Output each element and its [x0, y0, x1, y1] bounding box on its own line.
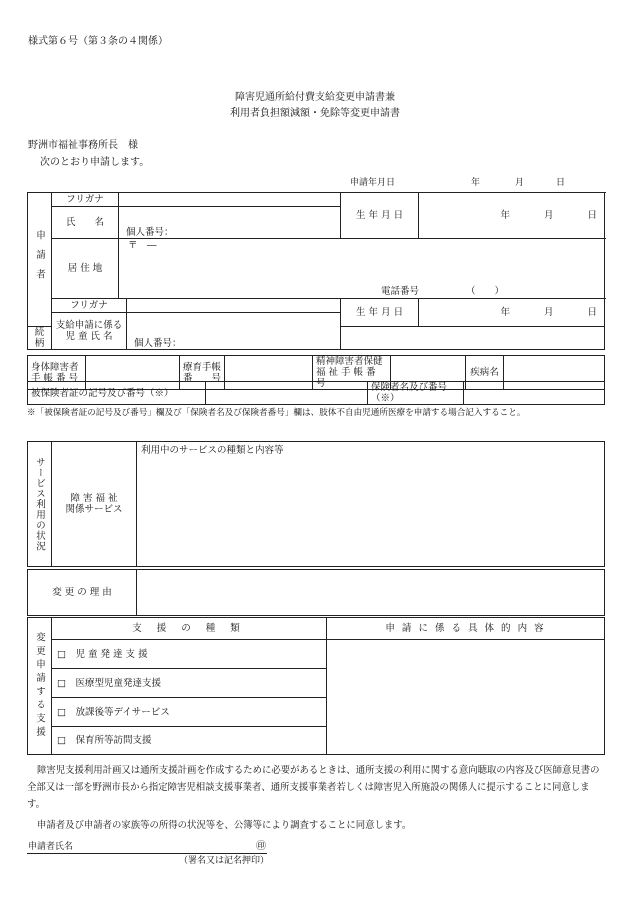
support-table — [27, 617, 605, 755]
applicant-table — [27, 192, 605, 350]
insurance-cert-label: 被保険者証の記号及び番号（※） — [28, 382, 206, 405]
applicant-furigana-label: フリガナ — [52, 193, 119, 207]
insurance-note: ※「被保険者証の記号及び番号」欄及び「保険者名及び保険者番号」欄は、肢体不自由児通所医療を申請する場合記入すること。 — [27, 408, 526, 418]
service-category-line2: 関係サービス — [65, 504, 123, 515]
application-date-year: 年 — [471, 178, 481, 188]
insurance-table — [27, 381, 605, 405]
title-line2: 利用者負担額減額・免除等変更申請書 — [230, 108, 400, 119]
child-birth-month: 月 — [544, 307, 554, 318]
change-reason-label: 変 更 の 理 由 — [28, 570, 137, 616]
application-date-day: 日 — [556, 178, 566, 188]
change-reason-table — [27, 569, 605, 616]
disease-label: 疾病名 — [466, 356, 504, 390]
child-birth-day: 日 — [587, 307, 598, 318]
insurer-label: 保険者名及び番号（※） — [368, 382, 464, 405]
applicant-furigana-field[interactable] — [119, 193, 341, 207]
applicant-name-field[interactable] — [119, 207, 341, 239]
child-birth-label: 生 年 月 日 — [341, 299, 419, 327]
applicant-birth-year: 年 — [500, 210, 511, 221]
applicant-name-label: 氏 名 — [52, 207, 119, 239]
child-name-field[interactable] — [127, 313, 341, 350]
physical-handbook-label: 身体障害者 手 帳 番 号 — [28, 356, 86, 390]
postal-mark: 〒 ― — [128, 240, 157, 251]
child-name-label-line2: 児 童 氏 名 — [65, 331, 113, 342]
child-birth-year: 年 — [500, 307, 511, 318]
child-relation-label: 続 柄 — [28, 327, 52, 350]
applicant-personal-number-label: 個人番号： — [126, 227, 174, 238]
consent-paragraph-1: 障害児支援利用計画又は通所支援計画を作成するために必要があるときは、通所支援の利用に関する意向聴取の内容及び医師意見書の全部又は一部を野洲市長から指定障害児相談支援事業者、通所支援事業者若しくは障害児入所施設の関係人に提示することに同意します。 — [27, 765, 600, 810]
child-name-label-line1: 支給申請に係る — [55, 320, 123, 331]
addressee: 野洲市福祉事務所長 様 — [28, 140, 138, 151]
application-date-label: 申請年月日 — [350, 178, 396, 188]
support-detail-header: 申 請 に 係 る 具 体 的 内 容 — [327, 618, 605, 640]
change-reason-field[interactable] — [137, 570, 605, 616]
support-item-nursery-visit-support[interactable]: □ 保育所等訪問支援 — [52, 727, 327, 755]
application-date-month: 月 — [515, 178, 525, 188]
support-item-medical-child-development[interactable]: □ 医療型児童発達支援 — [52, 669, 327, 698]
service-content-header: 利用中のサービスの種類と内容等 — [141, 445, 284, 456]
insurance-cert-field[interactable] — [206, 382, 368, 405]
support-item-after-school-day-service[interactable]: □ 放課後等デイサービス — [52, 698, 327, 727]
applicant-address-field[interactable] — [119, 239, 605, 299]
applicant-side-label: 申請者 — [28, 193, 52, 327]
seal-mark: ㊞ — [256, 841, 266, 852]
child-furigana-field[interactable] — [127, 299, 341, 313]
signature-line[interactable] — [27, 853, 267, 854]
intro-text: 次のとおり申請します。 — [40, 157, 150, 168]
support-item-child-development[interactable]: □ 児 童 発 達 支 援 — [52, 640, 327, 669]
applicant-birth-label: 生 年 月 日 — [341, 193, 419, 239]
support-detail-field[interactable] — [327, 640, 605, 755]
service-status-table — [27, 441, 605, 567]
insurer-field[interactable] — [464, 382, 605, 405]
child-furigana-label: フリガナ — [52, 299, 127, 313]
service-content-field[interactable] — [137, 442, 605, 567]
applicant-address-label: 居 住 地 — [52, 239, 119, 299]
rehab-handbook-label: 療育手帳 番 号 — [180, 356, 225, 390]
form-number: 様式第６号（第３条の４関係） — [28, 36, 168, 47]
support-type-header: 支 援 の 種 類 — [52, 618, 327, 640]
service-category-label — [52, 442, 137, 567]
applicant-birth-field[interactable] — [419, 193, 605, 239]
child-relation-field[interactable] — [341, 327, 605, 350]
child-personal-number-label: 個人番号： — [134, 338, 182, 349]
signature-note: （署名又は記名押印） — [179, 856, 270, 866]
consent-paragraph-2: 申請者及び申請者の家族等の所得の状況等を、公簿等により調査することに同意します。 — [37, 820, 412, 831]
mental-handbook-label: 精神障害者保健 福 祉 手 帳 番 号 — [313, 356, 391, 390]
service-status-side-label: サービス利用の状況 — [28, 442, 52, 567]
service-category-line1: 障 害 福 祉 — [70, 493, 118, 504]
signature-label: 申請者氏名 — [28, 842, 74, 852]
applicant-birth-day: 日 — [587, 210, 598, 221]
phone-paren: （ ） — [466, 286, 505, 297]
applicant-birth-month: 月 — [544, 210, 554, 221]
phone-label: 電話番号 — [381, 286, 420, 297]
child-birth-field[interactable] — [419, 299, 605, 327]
support-side-label: 変更申請する支援 — [28, 618, 52, 755]
title-line1: 障害児通所給付費支給変更申請書兼 — [235, 92, 395, 103]
